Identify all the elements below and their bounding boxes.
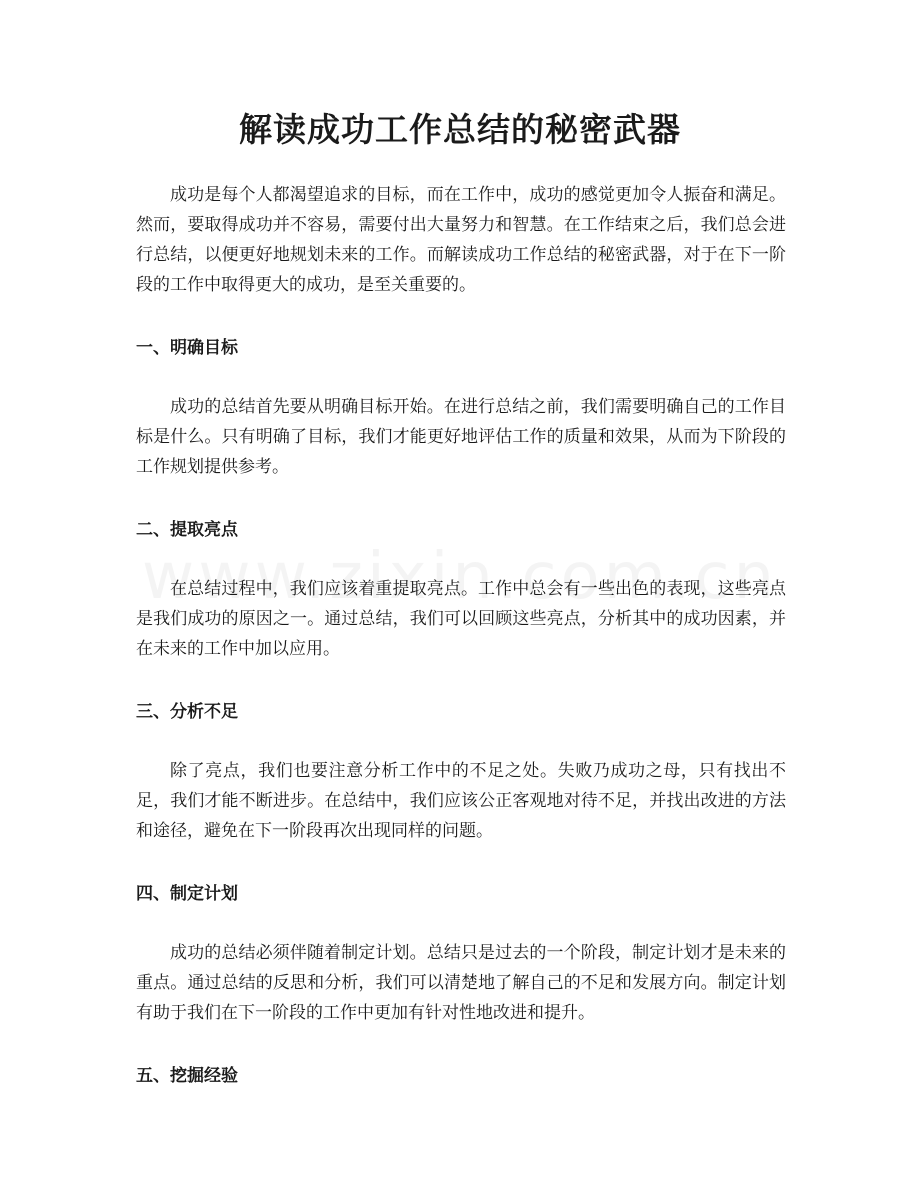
section-body-1: 成功的总结首先要从明确目标开始。在进行总结之前，我们需要明确自己的工作目标是什么。只有明确了目标，我们才能更好地评估工作的质量和效果，从而为下阶段的工作规划提供参考。 (136, 397, 786, 477)
intro-paragraph: 成功是每个人都渴望追求的目标，而在工作中，成功的感觉更加令人振奋和满足。然而，要取得成功并不容易，需要付出大量努力和智慧。在工作结束之后，我们总会进行总结，以便更好地规划未来的工作。而解读成功工作总结的秘密武器，对于在下一阶段的工作中取得更大的成功，是至关重要的。 (136, 185, 786, 295)
document-body (136, 180, 786, 1091)
section-heading-3: 三、分析不足 (136, 702, 238, 722)
section-heading-5: 五、挖掘经验 (136, 1066, 238, 1086)
section-heading-2: 二、提取亮点 (136, 520, 238, 540)
section-heading-4: 四、制定计划 (136, 884, 238, 904)
section-body-4: 成功的总结必须伴随着制定计划。总结只是过去的一个阶段，制定计划才是未来的重点。通过总结的反思和分析，我们可以清楚地了解自己的不足和发展方向。制定计划有助于我们在下一阶段的工作中更加有针对性地改进和提升。 (136, 943, 786, 1023)
document-title: 解读成功工作总结的秘密武器 (239, 110, 681, 149)
section-heading-1: 一、明确目标 (136, 338, 238, 358)
section-body-2: 在总结过程中，我们应该着重提取亮点。工作中总会有一些出色的表现，这些亮点是我们成功的原因之一。通过总结，我们可以回顾这些亮点，分析其中的成功因素，并在未来的工作中加以应用。 (136, 579, 786, 659)
section-body-3: 除了亮点，我们也要注意分析工作中的不足之处。失败乃成功之母，只有找出不足，我们才能不断进步。在总结中，我们应该公正客观地对待不足，并找出改进的方法和途径，避免在下一阶段再次出现同样的问题。 (136, 761, 786, 841)
